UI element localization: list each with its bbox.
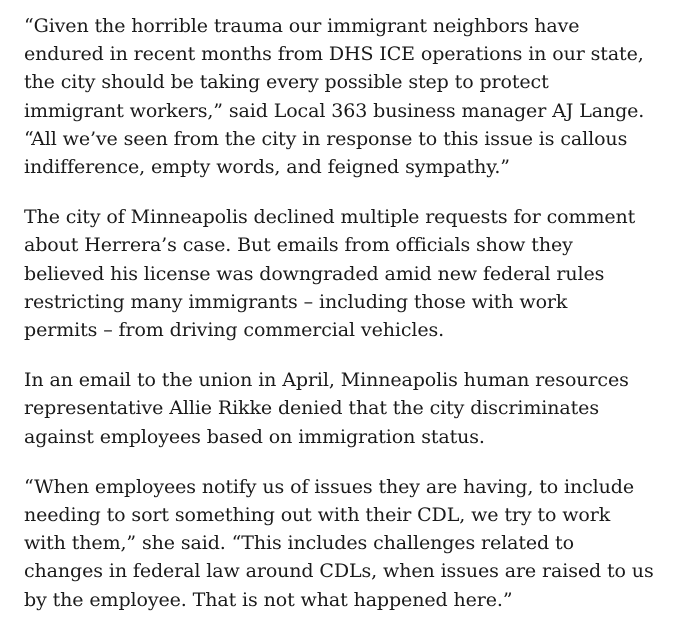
text-line: “When employees notify us of issues they are having, to include: [24, 475, 634, 498]
text-line: with them,” she said. “This includes challenges related to: [24, 532, 574, 555]
text-line: “Given the horrible trauma our immigrant neighbors have: [24, 15, 580, 37]
text-line: indifference, empty words, and feigned sympathy.”: [24, 156, 510, 179]
paragraph-city-response: [24, 203, 654, 344]
paragraph-hr-email: [24, 366, 654, 451]
text-line: In an email to the union in April, Minneapolis human resources: [24, 369, 629, 392]
text-line: the city should be taking every possible step to protect: [24, 71, 549, 94]
text-line: endured in recent months from DHS ICE operations in our state,: [24, 43, 644, 66]
text-line: “All we’ve seen from the city in response to this issue is callous: [24, 127, 628, 150]
text-line: about Herrera’s case. But emails from officials show they: [24, 234, 573, 257]
article-body: [24, 12, 654, 636]
text-line: needing to sort something out with their CDL, we try to work: [24, 504, 611, 527]
paragraph-hr-quote: [24, 473, 654, 614]
text-line: permits – from driving commercial vehicles.: [24, 319, 445, 342]
paragraph-union-quote: [24, 12, 654, 181]
text-line: by the employee. That is not what happened here.”: [24, 588, 513, 611]
text-line: believed his license was downgraded amid new federal rules: [24, 262, 605, 285]
text-line: changes in federal law around CDLs, when issues are raised to us: [24, 560, 654, 583]
text-line: restricting many immigrants – including those with work: [24, 290, 568, 313]
text-line: against employees based on immigration status.: [24, 425, 485, 448]
text-line: The city of Minneapolis declined multiple requests for comment: [24, 206, 636, 229]
text-line: representative Allie Rikke denied that the city discriminates: [24, 397, 599, 420]
text-line: immigrant workers,” said Local 363 business manager AJ Lange.: [24, 99, 645, 122]
